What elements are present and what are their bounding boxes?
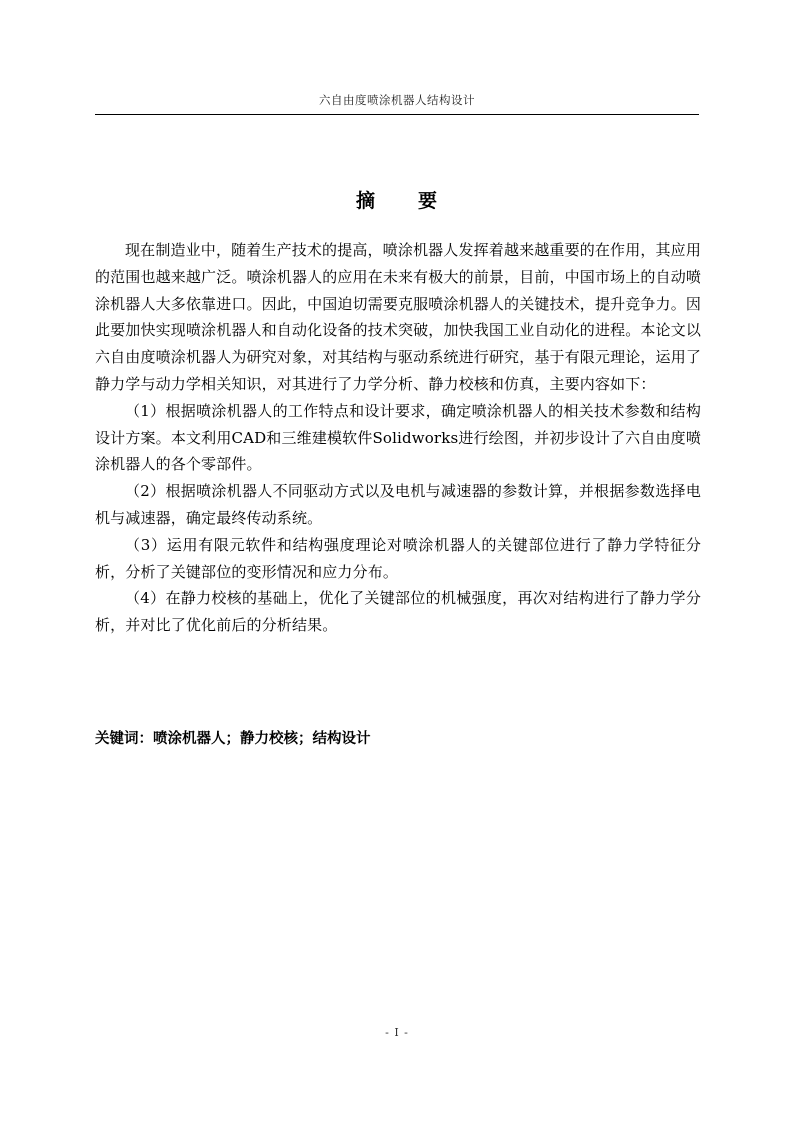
abstract-title-char-2: 要	[418, 190, 439, 212]
page-number: - I -	[385, 1026, 409, 1039]
header-divider	[95, 114, 699, 115]
abstract-paragraph-intro: 现在制造业中，随着生产技术的提高，喷涂机器人发挥着越来越重要的在作用，其应用的范围也越来越广泛。喷涂机器人的应用在未来有极大的前景，目前，中国市场上的自动喷涂机器人大多依靠进口。因此，中国迫切需要克服喷涂机器人的关键技术，提升竞争力。因此要加快实现喷涂机器人和自动化设备的技术突破，加快我国工业自动化的进程。本论文以六自由度喷涂机器人为研究对象，对其结构与驱动系统进行研究，基于有限元理论，运用了静力学与动力学相关知识，对其进行了力学分析、静力校核和仿真，主要内容如下：	[95, 241, 702, 393]
abstract-paragraph-item-4: （4）在静力校核的基础上，优化了关键部位的机械强度，再次对结构进行了静力学分析，并对比了优化前后的分析结果。	[95, 589, 701, 635]
keywords-line: 关键词：喷涂机器人；静力校核；结构设计	[95, 731, 371, 747]
abstract-title	[95, 186, 699, 213]
abstract-paragraph-item-2: （2）根据喷涂机器人不同驱动方式以及电机与减速器的参数计算，并根据参数选择电机与减速器，确定最终传动系统。	[95, 482, 701, 527]
abstract-body	[95, 237, 701, 639]
abstract-paragraph-item-1: （1）根据喷涂机器人的工作特点和设计要求，确定喷涂机器人的相关技术参数和结构设计方案。本文利用CAD和三维建模软件Solidworks进行绘图，并初步设计了六自由度喷涂机器人的各个零部件。	[95, 401, 701, 474]
abstract-title-char-1: 摘	[355, 190, 376, 212]
running-header: 六自由度喷涂机器人结构设计	[319, 93, 475, 107]
abstract-paragraph-item-3: （3）运用有限元软件和结构强度理论对喷涂机器人的关键部位进行了静力学特征分析，分析了关键部位的变形情况和应力分布。	[95, 535, 701, 581]
